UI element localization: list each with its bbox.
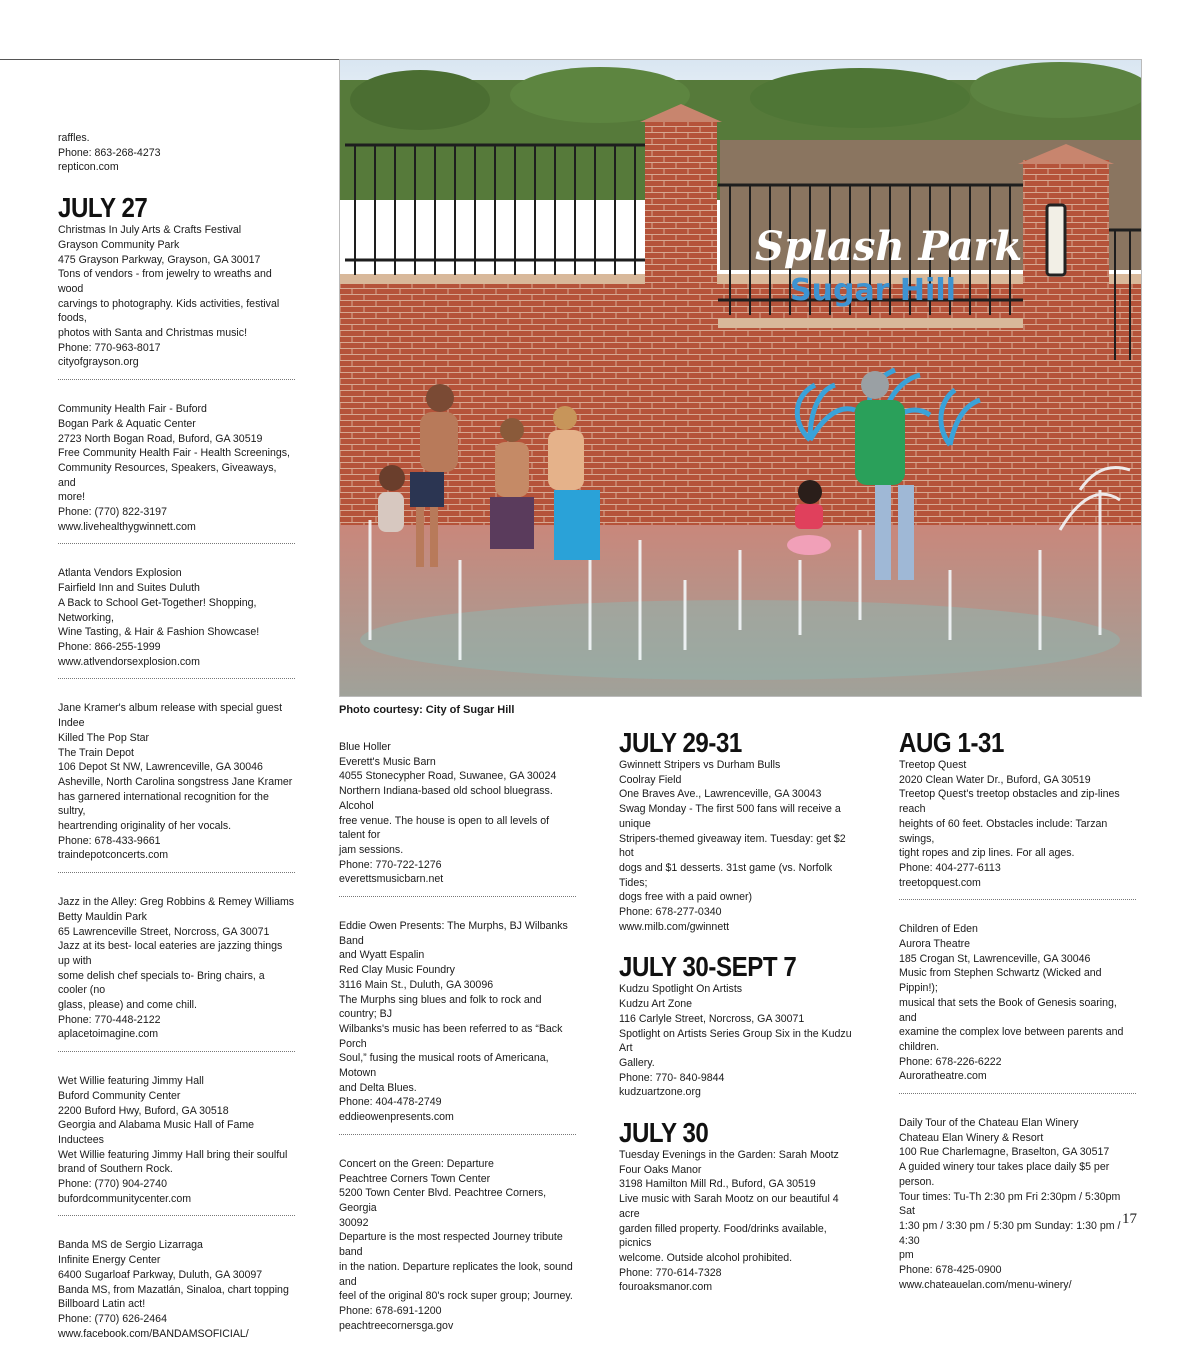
column-4 (899, 728, 1136, 1302)
event-line: treetopquest.com (899, 876, 981, 889)
event-line: Phone: 678-433-9661 (58, 834, 161, 847)
event-line: Children of Eden (899, 923, 978, 936)
splash-park-photo (339, 59, 1142, 697)
event-line: 2200 Buford Hwy, Buford, GA 30518 (58, 1104, 229, 1117)
event-line: dogs and $1 desserts. 31st game (vs. Norfolk Tides; (619, 861, 833, 889)
event-line: 100 Rue Charlemagne, Braselton, GA 30517 (899, 1146, 1110, 1159)
event-line: www.facebook.com/BANDAMSOFICIAL/ (58, 1327, 249, 1340)
event-line: Fairfield Inn and Suites Duluth (58, 582, 200, 595)
event-line: Christmas In July Arts & Crafts Festival (58, 224, 242, 237)
event-line: Phone: 404-478-2749 (339, 1096, 442, 1109)
event-line: Phone: 770- 840-9844 (619, 1071, 725, 1084)
event-line: Jane Kramer's album release with special guest Indee (58, 702, 283, 730)
event-line: www.livehealthygwinnett.com (58, 520, 196, 533)
event-line: 65 Lawrenceville Street, Norcross, GA 30071 (58, 925, 270, 938)
event-line: everettsmusicbarn.net (339, 873, 444, 886)
event-entry (58, 566, 295, 679)
event-line: Phone: 770-614-7328 (619, 1266, 722, 1279)
event-line: 475 Grayson Parkway, Grayson, GA 30017 (58, 253, 261, 266)
event-line: Phone: (770) 822-3197 (58, 506, 167, 519)
event-line: Everett's Music Barn (339, 755, 436, 768)
event-line: Phone: 678-691-1200 (339, 1304, 442, 1317)
column-2 (339, 740, 576, 1342)
event-line: jam sessions. (339, 843, 404, 856)
event-line: 2723 North Bogan Road, Buford, GA 30519 (58, 432, 263, 445)
event-line: Treetop Quest (899, 759, 967, 771)
event-line: Live music with Sarah Mootz on our beautiful 4 acre (619, 1193, 839, 1220)
event-line: 1:30 pm / 3:30 pm / 5:30 pm Sunday: 1:30 pm / 4:30 (899, 1219, 1121, 1247)
event-entry (339, 740, 576, 897)
event-line: Phone: 404-277-6113 (899, 861, 1001, 874)
event-line: Stripers-themed giveaway item. Tuesday: get $2 hot (619, 832, 846, 860)
event-line: Phone: 770-448-2122 (58, 1013, 161, 1026)
date-heading: JULY 27 (58, 192, 148, 224)
event-line: 3198 Hamilton Mill Rd., Buford, GA 30519 (619, 1178, 816, 1191)
event-line: Buford Community Center (58, 1089, 181, 1102)
event-line: Jazz at its best- local eateries are jazzing things up with (58, 940, 283, 967)
event-entry (58, 1238, 295, 1350)
event-line: Phone: (770) 626-2464 (58, 1313, 167, 1325)
event-line: Atlanta Vendors Explosion (58, 567, 182, 580)
event-line: Tons of vendors - from jewelry to wreaths and wood (58, 268, 272, 295)
event-line: Spotlight on Artists Series Group Six in the Kudzu Art (619, 1027, 852, 1055)
event-entry (339, 919, 576, 1135)
event-line: garden filled property. Food/drinks available, picnics (619, 1222, 827, 1250)
date-heading: JULY 29-31 (619, 727, 742, 758)
event-line: www.chateauelan.com/menu-winery/ (899, 1278, 1072, 1291)
event-line: feel of the original 80's rock super group; Journey. (339, 1290, 573, 1303)
event-line: 5200 Town Center Blvd. Peachtree Corners, Georgia (339, 1187, 547, 1214)
event-line: Wet Willie featuring Jimmy Hall bring their soulful (58, 1148, 288, 1161)
event-line: Tour times: Tu-Th 2:30 pm Fri 2:30pm / 5:30pm Sat (899, 1190, 1121, 1218)
event-line: Auroratheatre.com (899, 1070, 987, 1083)
event-line: Soul,” fusing the musical roots of Americana, Motown (339, 1052, 549, 1080)
event-line: Gallery. (619, 1056, 655, 1069)
event-line: Infinite Energy Center (58, 1254, 161, 1267)
event-line: more! (58, 491, 86, 504)
event-line: fouroaksmanor.com (619, 1281, 713, 1294)
event-line: Chateau Elan Winery & Resort (899, 1131, 1044, 1144)
event-line: 6400 Sugarloaf Parkway, Duluth, GA 30097 (58, 1268, 263, 1281)
event-entry (899, 922, 1136, 1094)
event-line: Concert on the Green: Departure (339, 1157, 494, 1170)
date-section (619, 728, 859, 934)
event-line: Grayson Community Park (58, 238, 180, 251)
event-line: Jazz in the Alley: Greg Robbins & Remey Williams (58, 896, 295, 909)
event-line: kudzuartzone.org (619, 1086, 701, 1099)
photo-illustration (340, 60, 1142, 697)
event-line: musical that sets the Book of Genesis soaring, and (899, 996, 1117, 1024)
event-entry (899, 1116, 1136, 1301)
event-line: A Back to School Get-Together! Shopping, Networking, (58, 596, 257, 624)
event-entry (58, 1074, 295, 1216)
event-line: 185 Crogan St, Lawrenceville, GA 30046 (899, 952, 1091, 965)
column-3 (619, 728, 859, 1313)
event-line: aplacetoimagine.com (58, 1028, 159, 1041)
date-heading: JULY 30 (619, 1117, 709, 1149)
top-rule (0, 59, 340, 60)
event-line: Four Oaks Manor (619, 1163, 702, 1176)
event-line: Departure is the most respected Journey tribute band (339, 1231, 563, 1259)
event-line: 4055 Stonecypher Road, Suwanee, GA 30024 (339, 770, 557, 783)
event-line: Northern Indiana-based old school bluegrass. Alcohol (339, 785, 553, 812)
event-line: The Murphs sing blues and folk to rock and country; BJ (339, 993, 542, 1021)
event-line: Daily Tour of the Chateau Elan Winery (899, 1117, 1079, 1130)
event-line: Red Clay Music Foundry (339, 964, 455, 977)
event-line: Banda MS, from Mazatlán, Sinaloa, chart topping (58, 1283, 289, 1296)
date-heading: JULY 30-SEPT 7 (619, 951, 797, 983)
event-line: Swag Monday - The first 500 fans will receive a unique (619, 803, 841, 830)
event-entry (58, 895, 295, 1052)
event-line: 116 Carlyle Street, Norcross, GA 30071 (619, 1012, 805, 1025)
event-line: Banda MS de Sergio Lizarraga (58, 1239, 203, 1252)
event-line: Phone: 866-255-1999 (58, 640, 161, 653)
event-line: cityofgrayson.org (58, 356, 139, 369)
event-line: heights of 60 feet. Obstacles include: Tarzan swings, (899, 817, 1108, 845)
event-line: Eddie Owen Presents: The Murphs, BJ Wilbanks Band (339, 920, 568, 947)
event-line: Bogan Park & Aquatic Center (58, 417, 196, 430)
intro-line: Phone: 863-268-4273 (58, 146, 161, 159)
event-list (58, 223, 295, 1350)
event-line: glass, please) and come chill. (58, 999, 197, 1012)
event-line: bufordcommunitycenter.com (58, 1192, 192, 1205)
event-line: Wilbanks's music has been referred to as “Back Porch (339, 1022, 563, 1050)
event-line: Wet Willie featuring Jimmy Hall (58, 1075, 204, 1088)
event-line: Gwinnett Stripers vs Durham Bulls (619, 759, 781, 771)
event-entry (58, 701, 295, 873)
event-line: in the nation. Departure replicates the look, sound and (339, 1260, 573, 1288)
event-line: Free Community Health Fair - Health Screenings, (58, 447, 290, 460)
event-line: www.atlvendorsexplosion.com (58, 655, 200, 668)
intro-block (58, 131, 295, 175)
event-line: some delish chef specials to- Bring chairs, a cooler (no (58, 969, 265, 997)
event-entry (58, 402, 295, 544)
event-line: brand of Southern Rock. (58, 1163, 173, 1176)
event-line: Community Resources, Speakers, Giveaways, and (58, 461, 277, 489)
sign-text-line-1: Splash Park (755, 223, 1023, 270)
event-line: Community Health Fair - Buford (58, 403, 207, 416)
event-line: has garnered international recognition for the sultry, (58, 790, 269, 818)
event-line: Phone: 678-226-6222 (899, 1055, 1002, 1068)
event-line: A guided winery tour takes place daily $5 per person. (899, 1161, 1110, 1188)
date-section (619, 1118, 859, 1295)
event-line: eddieowenpresents.com (339, 1111, 454, 1124)
event-line: Phone: 678-277-0340 (619, 906, 722, 919)
photo-caption: Photo courtesy: City of Sugar Hill (339, 704, 515, 716)
event-line: Aurora Theatre (899, 938, 971, 951)
event-line: Treetop Quest's treetop obstacles and zip-lines reach (899, 788, 1120, 816)
sign-text-line-2: Sugar Hill (790, 273, 956, 308)
date-heading: AUG 1-31 (899, 727, 1004, 758)
event-line: Coolray Field (619, 773, 682, 786)
event-line: Kudzu Art Zone (619, 998, 693, 1011)
event-line: Billboard Latin act! (58, 1298, 146, 1311)
event-line: heartrending originality of her vocals. (58, 820, 232, 833)
event-line: Phone: 678-425-0900 (899, 1264, 1002, 1277)
date-section (619, 952, 859, 1100)
column-1 (58, 131, 295, 1350)
event-line: 30092 (339, 1216, 369, 1229)
event-line: Georgia and Alabama Music Hall of Fame Inductees (58, 1119, 255, 1146)
intro-line: raffles. (58, 132, 90, 144)
event-line: and Wyatt Espalin (339, 949, 425, 962)
event-entry (58, 223, 295, 380)
event-line: free venue. The house is open to all levels of talent for (339, 814, 550, 842)
event-line: 3116 Main St., Duluth, GA 30096 (339, 978, 494, 991)
event-line: Phone: 770-722-1276 (339, 858, 442, 871)
event-line: Tuesday Evenings in the Garden: Sarah Mootz (619, 1149, 839, 1162)
event-line: Blue Holler (339, 741, 391, 753)
event-entry (899, 758, 1136, 900)
event-line: Peachtree Corners Town Center (339, 1172, 491, 1185)
event-line: traindepotconcerts.com (58, 849, 169, 862)
event-line: Killed The Pop Star (58, 731, 150, 744)
event-line: examine the complex love between parents and (899, 1026, 1124, 1039)
event-line: 2020 Clean Water Dr., Buford, GA 30519 (899, 773, 1091, 786)
event-line: welcome. Outside alcohol prohibited. (619, 1251, 793, 1264)
event-line: One Braves Ave., Lawrenceville, GA 30043 (619, 788, 822, 801)
event-list (899, 758, 1136, 1302)
event-line: Phone: (770) 904-2740 (58, 1178, 167, 1191)
event-line: Kudzu Spotlight On Artists (619, 983, 743, 996)
intro-line: repticon.com (58, 161, 119, 174)
event-line: children. (899, 1040, 940, 1053)
event-line: carvings to photography. Kids activities, festival foods, (58, 297, 280, 325)
event-line: photos with Santa and Christmas music! (58, 327, 248, 340)
event-line: pm (899, 1249, 914, 1262)
event-line: 106 Depot St NW, Lawrenceville, GA 30046 (58, 761, 263, 774)
event-line: www.milb.com/gwinnett (619, 920, 730, 933)
event-line: Wine Tasting, & Hair & Fashion Showcase! (58, 626, 260, 639)
event-entry (339, 1157, 576, 1342)
event-line: tight ropes and zip lines. For all ages. (899, 847, 1075, 860)
event-line: dogs free with a paid owner) (619, 891, 753, 904)
page-number: 17 (1122, 1211, 1137, 1227)
event-line: Music from Stephen Schwartz (Wicked and Pippin!); (899, 967, 1102, 995)
event-line: Asheville, North Carolina songstress Jane Kramer (58, 775, 293, 788)
event-line: and Delta Blues. (339, 1081, 417, 1094)
event-line: Betty Mauldin Park (58, 910, 147, 923)
event-line: The Train Depot (58, 746, 134, 759)
event-line: peachtreecornersga.gov (339, 1319, 454, 1332)
event-line: Phone: 770-963-8017 (58, 341, 161, 354)
